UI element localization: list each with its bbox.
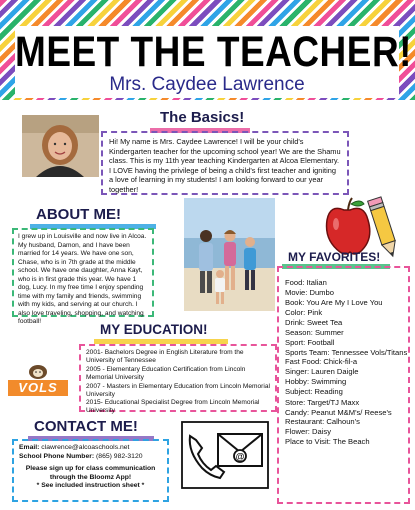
education-box [79,344,277,415]
phone-label: School Phone Number: [19,452,95,460]
email-link[interactable]: clawrence@alcoaschools.net [41,444,130,451]
favorite-item: Candy: Peanut M&M's/ Reese's [285,407,392,417]
education-item: 2001- Bachelors Degree in English Literature from the University of Tennessee [86,349,244,364]
family-photo [184,198,275,311]
favorite-item: Food: Italian [285,278,327,287]
favorite-item: Restaurant: Calhoun's [285,416,360,426]
svg-text:@: @ [235,451,245,462]
education-item: 2007 - Masters in Elementary Education from Lincoln Memorial University [86,382,270,398]
favorite-item: Store: Target/TJ Maxx [285,397,360,407]
favorite-item: Drink: Sweet Tea [285,318,343,328]
apple-icon [327,198,370,254]
favorites-title: MY FAVORITES! [288,250,381,264]
contact-title: CONTACT ME! [34,418,138,435]
teacher-photo [22,115,99,177]
page-title: MEET THE TEACHER! [15,28,412,76]
contact-art [180,420,270,490]
about-box [12,228,154,325]
email-label: Email: [19,444,40,451]
signup-line-2: through the Bloomz App! [49,473,132,481]
vols-logo [8,364,68,398]
header-card [15,26,412,98]
signup-line-3: * See included instruction sheet * [36,482,145,490]
teacher-name: Mrs. Caydee Lawrence [109,74,305,95]
education-item: 2015- Educational Specialist Degree from Lincoln Memorial University [86,399,260,415]
favorite-item: Flower: Daisy [285,426,331,436]
education-title: MY EDUCATION! [100,322,208,337]
favorites-list [285,278,409,447]
basics-text: Hi! My name is Mrs. Caydee Lawrence! I will be your child's Kindergarten teacher for the upcoming school year! We are the Shamu class. This is my 11th year teaching Kindergarten at Alcoa Elementary. I LOVE having the privilege of being a child's first teacher and igniting a love of learning in my students! I am looking forward to our year together! [109,137,341,194]
favorite-item: Singer: Lauren Daigle [285,367,359,377]
vols-logo-text: VOLS [18,380,58,395]
favorite-item: Color: Pink [285,308,323,318]
favorite-item: Fast Food: Chick-fil-a [285,357,358,367]
favorite-item: Subject: Reading [285,387,343,397]
favorite-item: Season: Summer [285,328,344,338]
favorite-item: Sport: Football [285,338,335,348]
favorite-item: Sports Team: Tennessee Vols/Titans [285,348,408,358]
phone-number: (865) 982-3120 [96,452,143,460]
favorite-item: Place to Visit: The Beach [285,436,370,446]
contact-box [12,439,169,502]
favorite-item: Hobby: Swimming [285,377,347,387]
pencil-icon [368,197,400,258]
about-text: I grew up in Louisville and now live in Alcoa. My husband, Damon, and I have been married for 14 years. We have one son, Chase, who is in 7th grade at the middle school. We have one daughter, Anna Kayt, who is in first grade this year. We have 1 dog, Lucy. In my free time I enjoy spending time with my family and friends, swimming with my kids, and serving at our church. I also love traveling, shopping, and watching football! [18,233,147,325]
favorite-item: Movie: Dumbo [285,288,334,298]
favorite-item: Book: You Are My I Love You [285,298,383,308]
education-item: 2005 - Elementary Education Certification from Lincoln Memorial University [86,365,246,381]
envelope-icon [218,434,262,466]
basics-title: The Basics! [160,109,245,126]
apple-pencil-art [322,196,400,258]
basics-box [101,131,349,195]
about-title: ABOUT ME! [36,206,121,223]
signup-line-1: Please sign up for class communication [25,465,156,473]
